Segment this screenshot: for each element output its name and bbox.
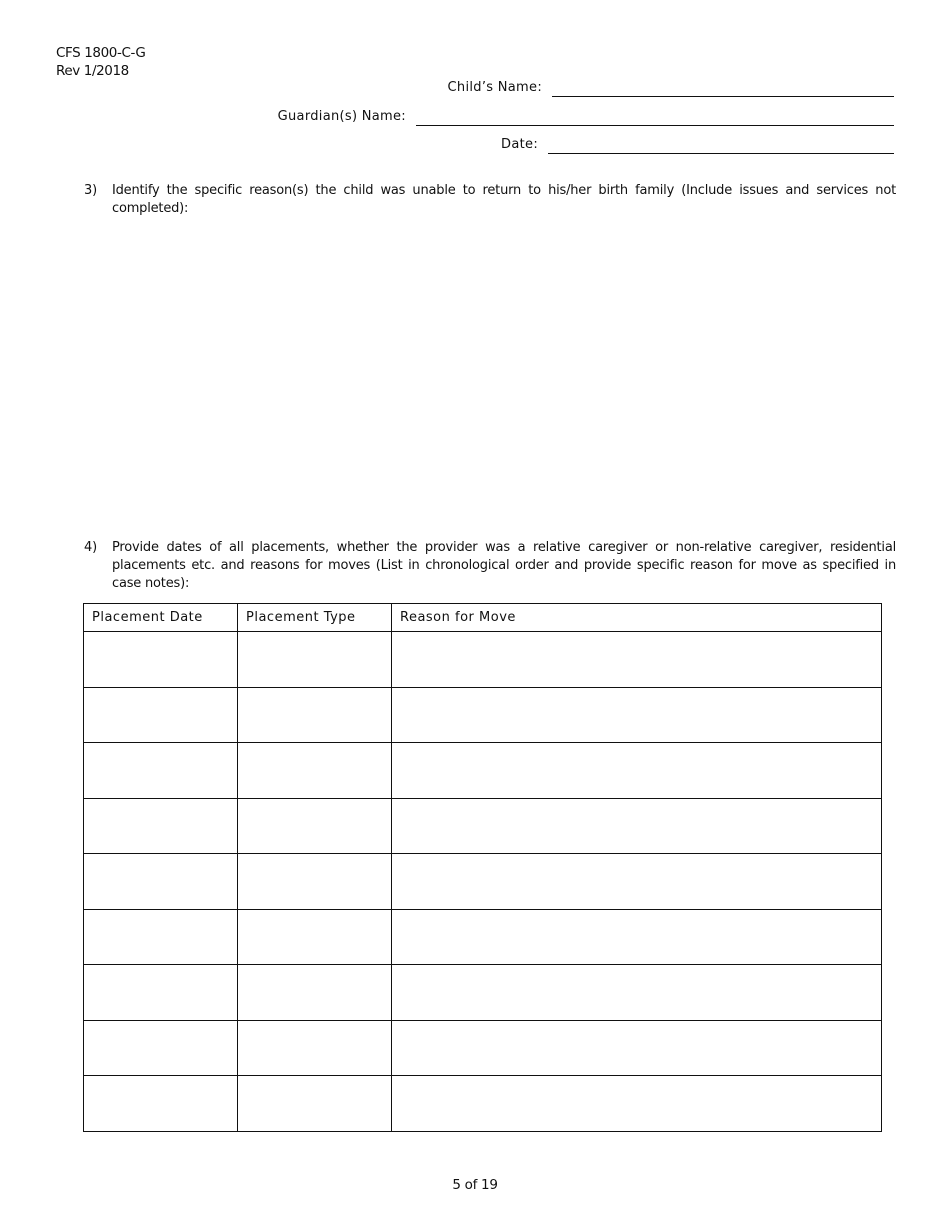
placement-date-cell[interactable] <box>84 632 238 688</box>
date-field[interactable] <box>548 153 894 154</box>
table-row <box>84 1076 882 1132</box>
form-number: CFS 1800-C-G <box>56 45 146 61</box>
placement-type-cell[interactable] <box>238 854 392 910</box>
placement-date-cell[interactable] <box>84 1020 238 1076</box>
placements-table <box>83 603 882 1132</box>
section-3-text: Identify the specific reason(s) the child was unable to return to his/her birth family (Include issues and services not completed): <box>112 183 896 216</box>
child-name-field[interactable] <box>552 96 894 97</box>
section-4-number: 4) <box>84 540 97 555</box>
reason-for-move-cell[interactable] <box>392 1020 882 1076</box>
table-row <box>84 743 882 799</box>
placement-date-cell[interactable] <box>84 798 238 854</box>
date-label: Date: <box>501 137 538 152</box>
table-row <box>84 687 882 743</box>
reason-for-move-cell[interactable] <box>392 965 882 1021</box>
placement-type-cell[interactable] <box>238 632 392 688</box>
reason-for-move-cell[interactable] <box>392 854 882 910</box>
placement-type-cell[interactable] <box>238 687 392 743</box>
section-3-answer-area[interactable] <box>112 222 896 522</box>
table-header-row <box>84 604 882 632</box>
placement-date-cell[interactable] <box>84 909 238 965</box>
column-header-reason-for-move: Reason for Move <box>392 604 882 632</box>
section-3 <box>84 182 896 218</box>
placement-date-cell[interactable] <box>84 687 238 743</box>
placement-type-cell[interactable] <box>238 798 392 854</box>
placement-date-cell[interactable] <box>84 965 238 1021</box>
table-row <box>84 1020 882 1076</box>
table-row <box>84 909 882 965</box>
table-row <box>84 632 882 688</box>
guardian-name-label: Guardian(s) Name: <box>277 109 406 124</box>
reason-for-move-cell[interactable] <box>392 632 882 688</box>
guardian-name-field[interactable] <box>416 125 894 126</box>
column-header-placement-date: Placement Date <box>84 604 238 632</box>
table-row <box>84 854 882 910</box>
section-4-text: Provide dates of all placements, whether the provider was a relative caregiver or non-relative caregiver, residential placements etc. and reasons for moves (List in chronological order and provide specific reason for move as specified in case notes): <box>112 540 896 591</box>
reason-for-move-cell[interactable] <box>392 909 882 965</box>
column-header-placement-type: Placement Type <box>238 604 392 632</box>
placement-type-cell[interactable] <box>238 1020 392 1076</box>
placement-date-cell[interactable] <box>84 854 238 910</box>
reason-for-move-cell[interactable] <box>392 1076 882 1132</box>
table-row <box>84 965 882 1021</box>
placement-type-cell[interactable] <box>238 743 392 799</box>
form-revision: Rev 1/2018 <box>56 63 129 79</box>
section-4 <box>84 539 896 593</box>
placement-type-cell[interactable] <box>238 1076 392 1132</box>
reason-for-move-cell[interactable] <box>392 798 882 854</box>
reason-for-move-cell[interactable] <box>392 743 882 799</box>
section-3-number: 3) <box>84 183 97 198</box>
child-name-label: Child’s Name: <box>447 80 542 95</box>
placement-date-cell[interactable] <box>84 1076 238 1132</box>
placement-date-cell[interactable] <box>84 743 238 799</box>
table-row <box>84 798 882 854</box>
reason-for-move-cell[interactable] <box>392 687 882 743</box>
placement-type-cell[interactable] <box>238 965 392 1021</box>
placement-type-cell[interactable] <box>238 909 392 965</box>
page-number: 5 of 19 <box>452 1177 498 1193</box>
form-identifier <box>56 44 146 80</box>
